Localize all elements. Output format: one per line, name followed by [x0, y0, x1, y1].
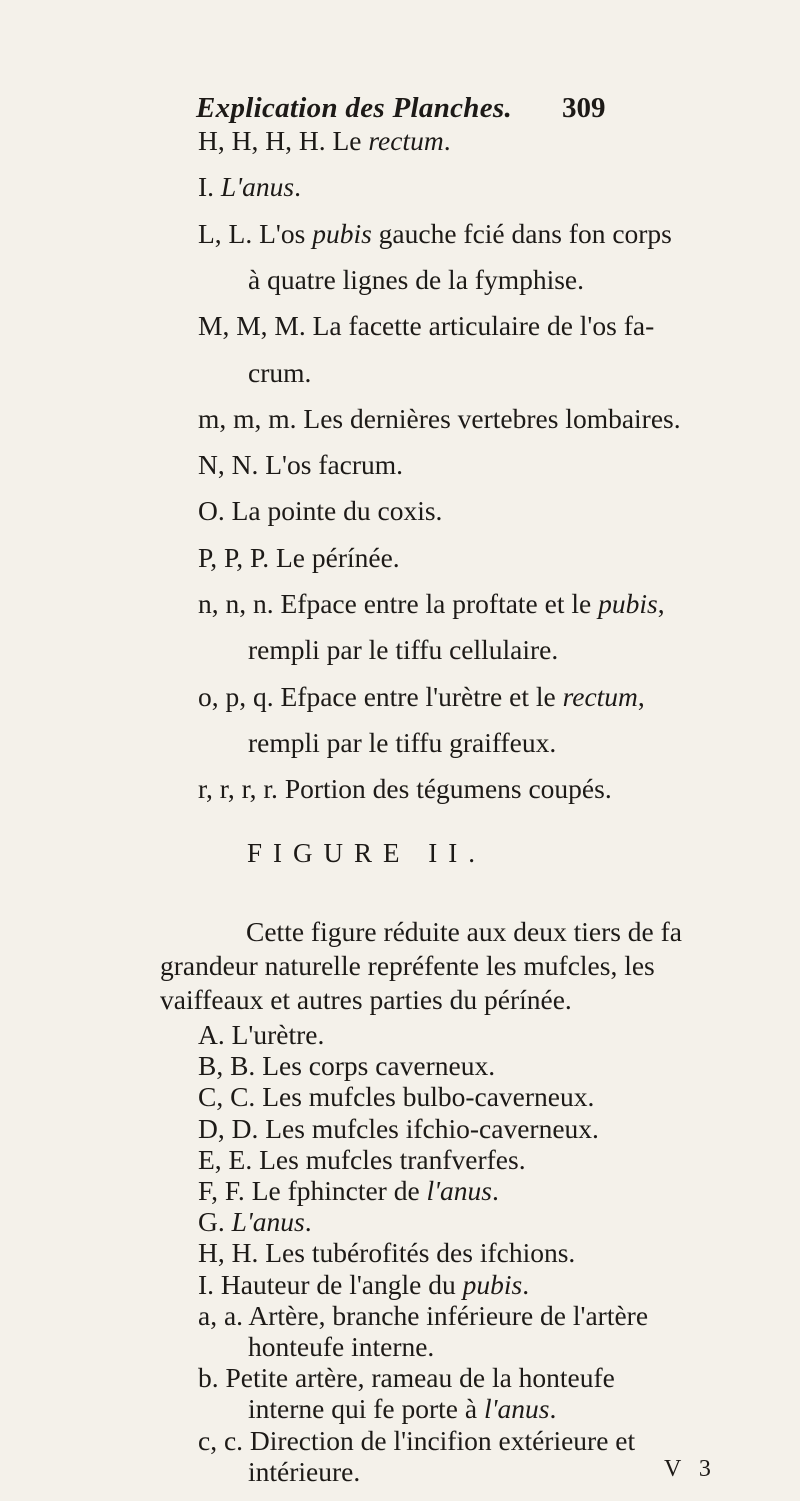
running-title: Explication des Planches. — [196, 92, 513, 124]
page-number: 309 — [562, 92, 606, 124]
entry-tail: gauche fcié dans fon corps — [371, 217, 672, 249]
entry-text: L'os facrum. — [258, 449, 404, 481]
entry-label: G. — [198, 1206, 225, 1238]
entry-text: Le pérínée. — [269, 541, 400, 573]
entry-label: F, F. — [198, 1175, 245, 1206]
entry-tail: . — [522, 1268, 530, 1300]
entry-text: interne qui fe porte à — [248, 1393, 484, 1425]
entry-text: Les mufcles tranfverfes. — [252, 1143, 526, 1175]
entry-text: L'urètre. — [224, 1019, 325, 1050]
entry-italic-term: pubis — [312, 217, 372, 249]
entry-label: O. — [198, 495, 225, 527]
entry-italic-term: rectum — [562, 680, 638, 712]
legend-line — [198, 772, 612, 808]
entry-label: L, L. — [198, 217, 253, 249]
intro-text: vaiffeaux et autres parties du pérínée. — [160, 984, 572, 1015]
entry-italic-term: rectum — [368, 125, 444, 156]
page-header — [0, 88, 800, 128]
legend-line — [198, 448, 403, 484]
legend-line — [248, 263, 584, 299]
entry-text: Artère, branche inférieure de l'artère — [243, 1299, 649, 1331]
entry-tail: . — [294, 171, 301, 203]
entry-label: C, C. — [198, 1081, 256, 1113]
entry-label: A. — [198, 1019, 225, 1050]
entry-tail: , — [657, 588, 665, 619]
entry-text: Le — [325, 125, 369, 156]
entry-label: n, n, n. — [198, 588, 274, 619]
entry-text: La pointe du coxis. — [224, 495, 443, 527]
entry-text: Direction de l'incifion extérieure et — [243, 1424, 636, 1456]
entry-label: B, B. — [198, 1050, 256, 1082]
legend-line — [198, 124, 451, 160]
entry-label: H, H. — [198, 1237, 259, 1269]
entry-label: I. — [198, 1268, 215, 1300]
entry-text: crum. — [248, 356, 312, 388]
legend-line — [248, 633, 558, 669]
entry-label: a, a. — [198, 1299, 244, 1331]
entry-italic-term: L'anus — [220, 171, 295, 203]
entry-tail: . — [549, 1393, 557, 1425]
entry-label: m, m, m. — [198, 402, 297, 434]
entry-text: Portion des tégumens coupés. — [277, 773, 612, 805]
intro-text: grandeur naturelle repréfente les mufcles, les — [160, 950, 655, 981]
entry-label: H, H, H, H. — [198, 125, 326, 156]
intro-line — [160, 983, 572, 1019]
entry-text: Les tubérofités des ifchions. — [258, 1237, 576, 1269]
entry-text: honteufe interne. — [248, 1331, 435, 1362]
entry-text: La facette articulaire de l'os fa- — [305, 310, 655, 342]
entry-label: b. — [198, 1362, 219, 1394]
entry-text: Les mufcles bulbo-caverneux. — [255, 1081, 595, 1113]
entry-label: N, N. — [198, 449, 259, 481]
entry-italic-term: pubis — [598, 588, 658, 619]
entry-label: E, E. — [198, 1143, 253, 1175]
legend-line — [198, 587, 665, 623]
intro-text: Cette figure réduite aux deux tiers de fa — [246, 916, 682, 947]
legend-line — [198, 494, 442, 530]
entry-italic-term: l'anus — [483, 1393, 550, 1425]
entry-italic-term: L'anus — [231, 1206, 305, 1238]
entry-italic-term: l'anus — [426, 1175, 493, 1206]
legend-line — [248, 726, 556, 762]
entry-label: c, c. — [198, 1424, 244, 1456]
legend-line — [248, 356, 311, 392]
intro-line — [246, 915, 682, 951]
entry-text — [214, 171, 221, 202]
entry-text: Efpace entre la proftate et le — [273, 588, 599, 619]
legend-line — [198, 309, 654, 345]
entry-tail: . — [492, 1175, 499, 1206]
entry-text: Les corps caverneux. — [255, 1050, 496, 1082]
entry-label: P, P, P. — [198, 541, 270, 573]
entry-text: Les dernières vertebres lombaires. — [296, 402, 681, 434]
signature-mark: V 3 — [664, 1456, 717, 1482]
legend-line — [198, 217, 672, 253]
entry-text: intérieure. — [248, 1455, 361, 1487]
legend-line — [248, 1455, 360, 1491]
legend-line — [198, 541, 400, 577]
legend-line — [198, 170, 301, 206]
entry-text: Efpace entre l'urètre et le — [273, 680, 563, 712]
entry-text: L'os — [252, 217, 313, 249]
entry-label: I. — [198, 171, 215, 203]
entry-text — [225, 1206, 232, 1237]
entry-label: o, p, q. — [198, 680, 274, 712]
entry-text: Petite artère, rameau de la honteufe — [218, 1362, 615, 1394]
entry-text: rempli par le tiffu cellulaire. — [248, 634, 559, 666]
entry-tail: , — [637, 680, 645, 712]
entry-text: Le fphincter de — [244, 1175, 427, 1206]
entry-text: à quatre lignes de la fymphise. — [248, 263, 585, 295]
figure-title: FIGURE II. — [247, 838, 486, 868]
entry-label: D, D. — [198, 1112, 259, 1144]
entry-text: Hauteur de l'angle du — [214, 1268, 463, 1300]
entry-tail: . — [443, 125, 451, 156]
entry-label: M, M, M. — [198, 310, 306, 342]
legend-line — [198, 402, 681, 438]
intro-line — [160, 949, 655, 985]
entry-tail: . — [304, 1206, 312, 1238]
entry-label: r, r, r, r. — [198, 773, 278, 805]
entry-text: rempli par le tiffu graiffeux. — [248, 726, 557, 758]
entry-text: Les mufcles ifchio-caverneux. — [258, 1112, 599, 1144]
entry-italic-term: pubis — [462, 1268, 523, 1300]
legend-line — [198, 680, 645, 716]
